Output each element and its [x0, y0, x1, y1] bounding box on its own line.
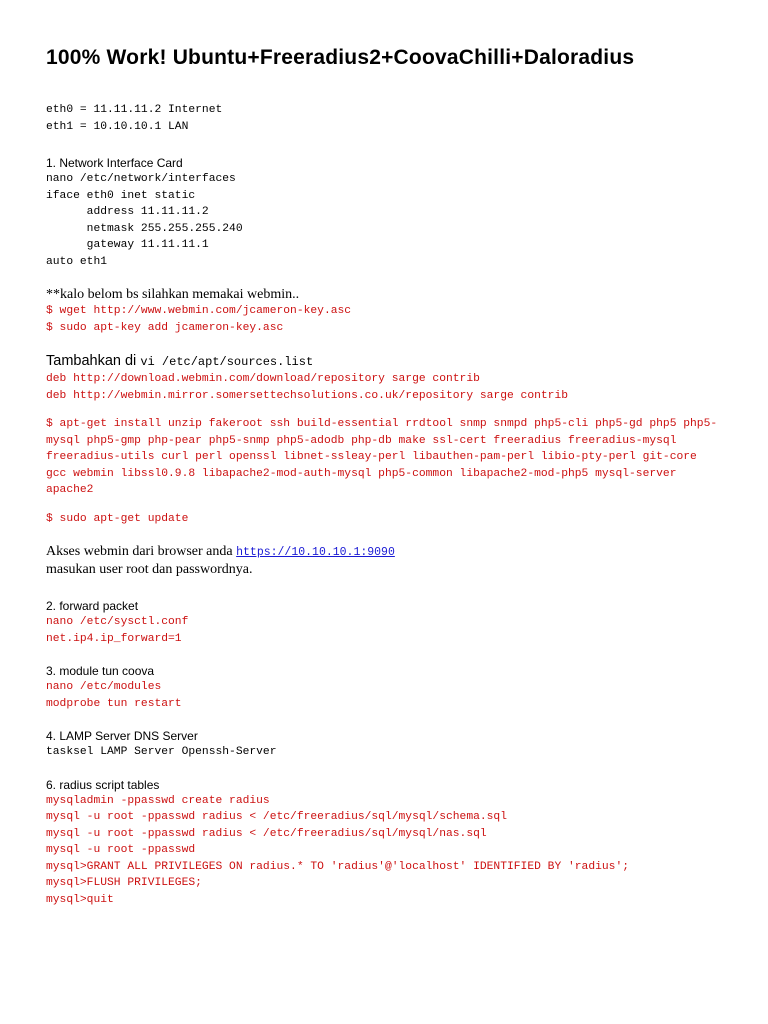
- command-line: net.ip4.ip_forward=1: [46, 632, 182, 645]
- page-title: 100% Work! Ubuntu+Freeradius2+CoovaChilli+Daloradius: [46, 46, 635, 69]
- section-1-heading: 1. Network Interface Card: [46, 156, 183, 170]
- section-6-heading: 6. radius script tables: [46, 777, 160, 792]
- intro-line-eth0: eth0 = 11.11.11.2 Internet: [46, 104, 223, 116]
- code-line: gateway 11.11.11.1: [46, 239, 209, 251]
- tambahkan-line: [46, 352, 736, 371]
- akses-line: [46, 543, 736, 561]
- code-line: netmask 255.255.255.240: [46, 222, 243, 235]
- masukan-text: masukan user root dan passwordnya.: [46, 562, 253, 577]
- command-line: nano /etc/modules: [46, 681, 162, 693]
- command-line: mysql -u root -ppasswd radius < /etc/freeradius/sql/mysql/schema.sql: [46, 811, 507, 823]
- command-line: modprobe tun restart: [46, 697, 182, 710]
- command-line: mysqladmin -ppasswd create radius: [46, 794, 270, 807]
- code-line: address 11.11.11.2: [46, 206, 209, 218]
- section-3-heading: 3. module tun coova: [46, 664, 155, 678]
- update-command: $ sudo apt-get update: [46, 512, 189, 525]
- section-2-heading: 2. forward packet: [46, 599, 139, 613]
- command-line: mysql>FLUSH PRIVILEGES;: [46, 877, 202, 889]
- code-line: iface eth0 inet static: [46, 189, 196, 202]
- command-line: $ sudo apt-key add jcameron-key.asc: [46, 321, 284, 334]
- code-line: tasksel LAMP Server Openssh-Server: [46, 746, 277, 758]
- code-line: auto eth1: [46, 255, 108, 268]
- intro-line-eth1: eth1 = 10.10.10.1 LAN: [46, 120, 189, 133]
- code-line: nano /etc/network/interfaces: [46, 173, 236, 185]
- akses-text: Akses webmin dari browser anda: [46, 544, 237, 559]
- install-command: $ apt-get install unzip fakeroot ssh build-essential rrdtool snmp snmpd php5-cli php5-gd php5 php5- mysql php5-gmp php-pear php5-snmp php5-adodb php-db make ssl-cert freeradius freeradius-mysql freeradius-utils curl perl openssl libnet-ssleay-perl libauthen-pam-perl libio-pty-perl git-core gcc webmin libssl0.9.8 libapache2-mod-auth-mysql php5-common libapache2-mod-php5 mysql-server apache2: [46, 418, 718, 496]
- document-page: [46, 44, 736, 908]
- command-line: mysql -u root -ppasswd radius < /etc/freeradius/sql/mysql/nas.sql: [46, 827, 487, 840]
- command-line: mysql>quit: [46, 893, 114, 906]
- command-line: nano /etc/sysctl.conf: [46, 616, 189, 628]
- webmin-note: **kalo belom bs silahkan memakai webmin..: [46, 287, 300, 302]
- command-line: mysql -u root -ppasswd: [46, 844, 196, 856]
- webmin-url-link[interactable]: https://10.10.10.1:9090: [236, 546, 395, 559]
- command-line: mysql>GRANT ALL PRIVILEGES ON radius.* TO 'radius'@'localhost' IDENTIFIED BY 'radius';: [46, 860, 630, 873]
- source-line: deb http://download.webmin.com/download/repository sarge contrib: [46, 373, 480, 385]
- sources-path: vi /etc/apt/sources.list: [140, 355, 314, 369]
- source-line: deb http://webmin.mirror.somersettechsolutions.co.uk/repository sarge contrib: [46, 389, 569, 402]
- tambahkan-text: Tambahkan di: [46, 353, 141, 369]
- command-line: $ wget http://www.webmin.com/jcameron-key.asc: [46, 305, 352, 317]
- section-4-heading: 4. LAMP Server DNS Server: [46, 729, 198, 743]
